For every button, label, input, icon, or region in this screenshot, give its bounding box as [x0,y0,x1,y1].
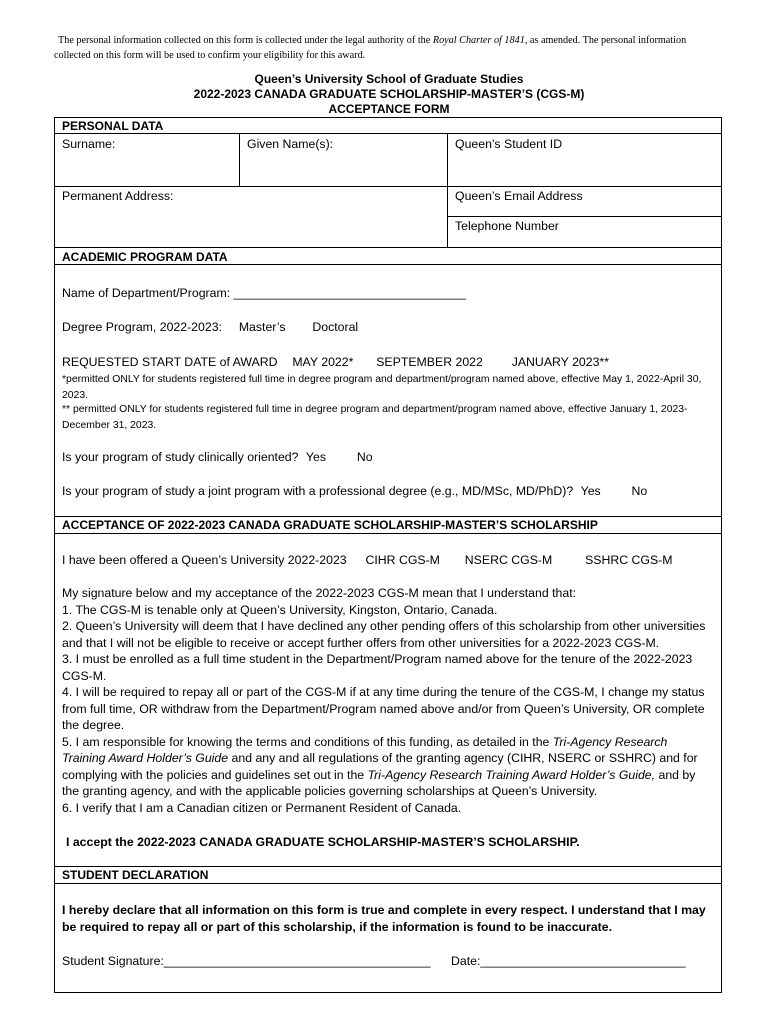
divider [55,866,721,867]
term-4: 4. I will be required to repay all or part of the CGS-M if at any time during the tenure of the CGS-M, I change my status from full time, OR withdraw from the Department/Program named above and/or from Queen’s University, OR complete the degree. [62,685,705,732]
term-6: 6. I verify that I am a Canadian citizen or Permanent Resident of Canada. [62,800,462,815]
acceptance-heading: ACCEPTANCE OF 2022-2023 CANADA GRADUATE SCHOLARSHIP-MASTER’S SCHOLARSHIP [62,518,598,532]
charter-name: Royal Charter of 1841 [432,35,525,46]
joint-program-question-row: Is your program of study a joint program with a professional degree (e.g., MD/MSc, MD/PhD)? Yes No [62,484,648,498]
term-3: 3. I must be enrolled as a full time student in the Department/Program named above for the tenure of the 2022-2023 CGS-M. [62,652,693,683]
start-note-2: ** permitted ONLY for students registered full time in degree program and department/program named above, effective January 1, 2023-December 31, 2023. [62,404,688,431]
given-name-field[interactable]: Given Name(s): [247,137,334,151]
divider [55,516,721,517]
divider [447,216,721,217]
privacy-notice: The personal information collected on this form is collected under the legal authority of the Royal Charter of 1841, as amended. The personal information collected on this form will be used to confirm your eligibility for this award. [54,35,687,61]
divider [55,883,721,884]
divider [447,133,448,247]
degree-program-row: Degree Program, 2022-2023: Master’s Doctoral [62,320,359,334]
terms-intro: My signature below and my acceptance of the 2022-2023 CGS-M mean that I understand that: [62,586,577,600]
address-field[interactable]: Permanent Address: [62,189,174,203]
surname-field[interactable]: Surname: [62,137,116,151]
title-line-3: ACCEPTANCE FORM [328,102,450,116]
start-note-1: *permitted ONLY for students registered full time in degree program and department/program named above, effective May 1, 2022-April 30, 2023. [62,374,702,401]
student-id-field[interactable]: Queen’s Student ID [455,137,563,151]
department-program-field[interactable]: Name of Department/Program: __________________________________ [62,286,467,300]
signature-field[interactable]: Student Signature:_______________________________________ [62,954,431,968]
terms-list [62,585,714,816]
email-field[interactable]: Queen’s Email Address [455,189,583,203]
form-box [54,117,722,993]
clinical-question-row: Is your program of study clinically oriented? Yes No [62,450,373,464]
accept-row: I accept the 2022-2023 CANADA GRADUATE SCHOLARSHIP-MASTER’S SCHOLARSHIP. [66,835,580,849]
term-2: 2. Queen’s University will deem that I have declined any other pending offers of this scholarship from other universities and that I will not be eligible to receive or accept further offers from other universities for a 2022-2023 CGS-M. [62,619,706,650]
term-5: 5. I am responsible for knowing the terms and conditions of this funding, as detailed in the Tri-Agency Research Training Award Holder’s Guide and any and all regulations of the granting agency (CIHR, NSERC or SSHRC) and for complying with the policies and guidelines set out in the Tri-Agency Research Training Award Holder’s Guide, and by the granting agency, and with the applicable policies governing scholarships at Queen’s University. [62,734,698,798]
title-line-1: Queen’s University School of Graduate Studies [254,72,524,86]
term-1: 1. The CGS-M is tenable only at Queen’s University, Kingston, Ontario, Canada. [62,602,498,617]
academic-data-heading: ACADEMIC PROGRAM DATA [62,250,228,264]
offered-row: I have been offered a Queen’s University 2022-2023 CIHR CGS-M NSERC CGS-M SSHRC CGS-M [62,553,673,567]
divider [55,186,721,187]
divider [239,133,240,186]
personal-data-heading: PERSONAL DATA [62,119,164,133]
declaration-text: I hereby declare that all information on this form is true and complete in every respect. I understand that I may be required to repay all or part of this scholarship, if the information is found to be inaccurate. [62,903,706,934]
divider [55,133,721,134]
divider [55,247,721,248]
declaration-heading: STUDENT DECLARATION [62,868,209,882]
start-date-row: REQUESTED START DATE of AWARD MAY 2022* SEPTEMBER 2022 JANUARY 2023** [62,355,609,369]
form-title [54,72,724,117]
divider [55,533,721,534]
date-field[interactable]: Date:______________________________ [451,954,686,968]
title-line-2: 2022-2023 CANADA GRADUATE SCHOLARSHIP-MASTER’S (CGS-M) [193,87,585,101]
phone-field[interactable]: Telephone Number [455,219,559,233]
divider [55,264,721,265]
